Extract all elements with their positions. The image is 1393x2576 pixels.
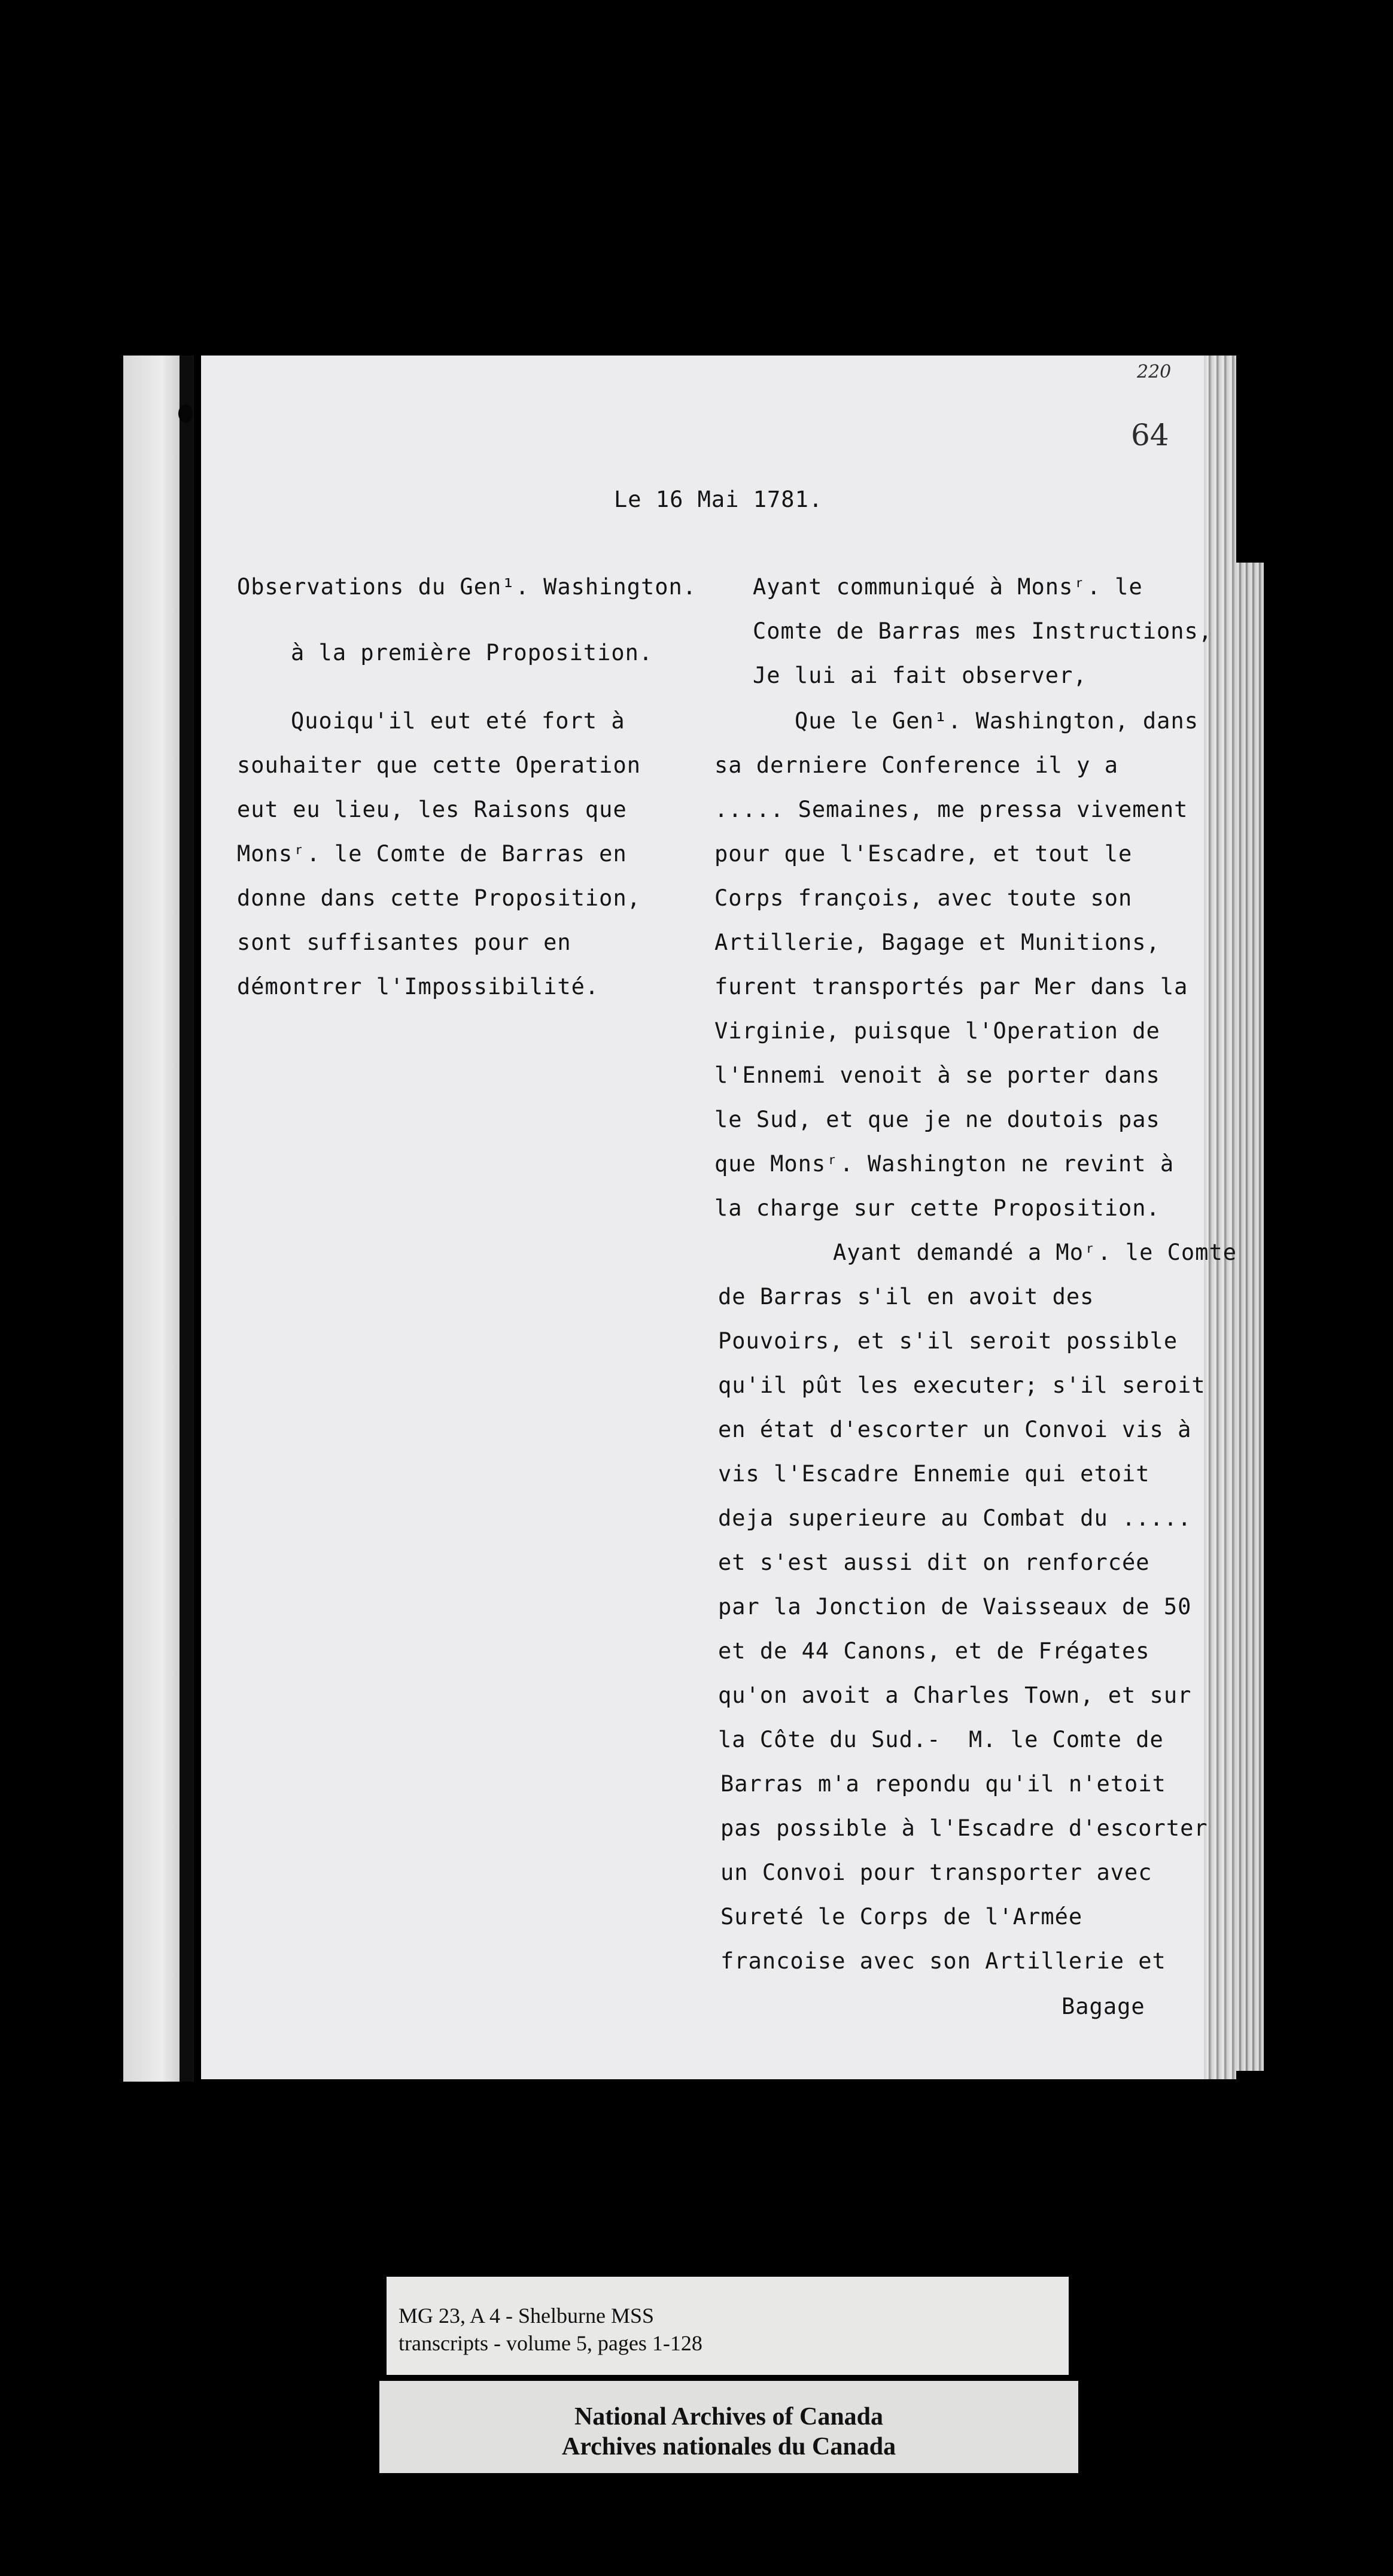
left-line: eut eu lieu, les Raisons que bbox=[237, 797, 627, 822]
right-line: et de 44 Canons, et de Frégates bbox=[718, 1638, 1150, 1664]
right-line: pas possible à l'Escadre d'escorter bbox=[720, 1815, 1208, 1841]
left-line: Monsʳ. le Comte de Barras en bbox=[237, 841, 627, 867]
right-line: et s'est aussi dit on renforcée bbox=[718, 1550, 1150, 1575]
left-line: souhaiter que cette Operation bbox=[237, 752, 641, 778]
right-line: la Côte du Sud.- M. le Comte de bbox=[718, 1727, 1164, 1752]
right-line: Virginie, puisque l'Operation de bbox=[714, 1018, 1160, 1044]
right-line: Ayant demandé a Moʳ. le Comte bbox=[833, 1240, 1237, 1265]
right-line: pour que l'Escadre, et tout le bbox=[714, 841, 1133, 867]
left-line: donne dans cette Proposition, bbox=[237, 885, 641, 911]
right-line: de Barras s'il en avoit des bbox=[718, 1284, 1094, 1310]
manuscript-page bbox=[201, 356, 1237, 2079]
right-line: sa derniere Conference il y a bbox=[714, 752, 1119, 778]
right-line: Ayant communiqué à Monsʳ. le bbox=[753, 574, 1143, 600]
left-line: démontrer l'Impossibilité. bbox=[237, 974, 600, 1000]
binding-hole bbox=[178, 405, 193, 423]
reference-line-2: transcripts - volume 5, pages 1-128 bbox=[399, 2331, 702, 2355]
left-line: Observations du Gen¹. Washington. bbox=[237, 574, 697, 600]
right-line: ..... Semaines, me pressa vivement bbox=[714, 797, 1188, 822]
page-number: 64 bbox=[1131, 418, 1169, 452]
right-line: Pouvoirs, et s'il seroit possible bbox=[718, 1328, 1178, 1354]
archive-line-2: Archives nationales du Canada bbox=[561, 2433, 896, 2460]
right-line: que Monsʳ. Washington ne revint à bbox=[714, 1151, 1175, 1177]
binding-gutter bbox=[180, 356, 193, 2082]
reference-line-1: MG 23, A 4 - Shelburne MSS bbox=[399, 2304, 655, 2328]
right-line: Comte de Barras mes Instructions, bbox=[753, 618, 1213, 644]
archive-line-1: National Archives of Canada bbox=[574, 2403, 884, 2431]
archive-number: 220 bbox=[1137, 362, 1172, 382]
right-line: Sureté le Corps de l'Armée bbox=[720, 1904, 1083, 1930]
right-line: la charge sur cette Proposition. bbox=[714, 1195, 1160, 1221]
right-line: Que le Gen¹. Washington, dans bbox=[795, 708, 1199, 734]
right-line: francoise avec son Artillerie et bbox=[720, 1948, 1166, 1974]
right-line: un Convoi pour transporter avec bbox=[720, 1860, 1152, 1885]
right-line: qu'on avoit a Charles Town, et sur bbox=[718, 1682, 1192, 1708]
right-line: deja superieure au Combat du ..... bbox=[718, 1505, 1192, 1531]
letter-date: Le 16 Mai 1781. bbox=[614, 487, 823, 512]
right-line: vis l'Escadre Ennemie qui etoit bbox=[718, 1461, 1150, 1487]
right-line: Artillerie, Bagage et Munitions, bbox=[714, 929, 1160, 955]
right-line: par la Jonction de Vaisseaux de 50 bbox=[718, 1594, 1192, 1620]
left-line: sont suffisantes pour en bbox=[237, 929, 571, 955]
right-line: furent transportés par Mer dans la bbox=[714, 974, 1188, 1000]
right-line: Je lui ai fait observer, bbox=[753, 663, 1087, 688]
right-line: Corps françois, avec toute son bbox=[714, 885, 1133, 911]
archive-label bbox=[379, 2381, 1078, 2473]
right-line: Barras m'a repondu qu'il n'etoit bbox=[720, 1771, 1166, 1797]
catchword: Bagage bbox=[1062, 1994, 1145, 2019]
right-line: l'Ennemi venoit à se porter dans bbox=[714, 1062, 1160, 1088]
right-line: le Sud, et que je ne doutois pas bbox=[714, 1107, 1160, 1132]
right-line: qu'il pût les executer; s'il seroit bbox=[718, 1372, 1206, 1398]
left-line: Quoiqu'il eut eté fort à bbox=[291, 708, 625, 734]
right-line: en état d'escorter un Convoi vis à bbox=[718, 1417, 1192, 1442]
reference-label bbox=[387, 2277, 1069, 2375]
left-line: à la première Proposition. bbox=[291, 640, 653, 666]
